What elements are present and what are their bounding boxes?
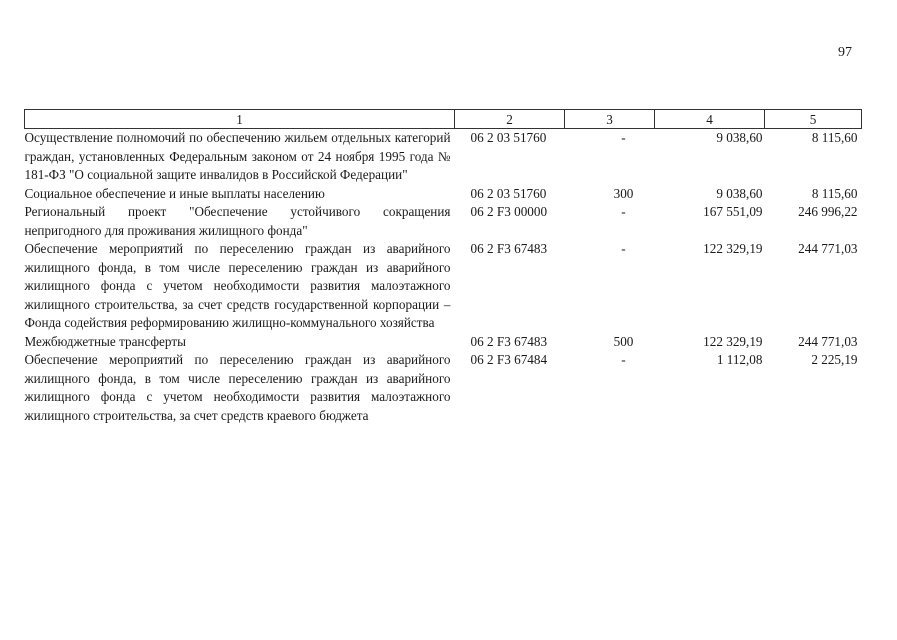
- page-number: 97: [838, 45, 852, 60]
- table-row: [25, 203, 862, 240]
- row-name: Осуществление полномочий по обеспечению жильем отдельных категорий граждан, установленных Федеральным законом от 24 ноября 1995 года № 181-ФЗ "О социальной защите инвалидов в Российской Федерации": [24, 130, 451, 182]
- row-name: Региональный проект "Обеспечение устойчивого сокращения непригодного для проживания жилищного фонда": [24, 204, 451, 238]
- row-type: -: [621, 130, 626, 145]
- column-header-4: 4: [655, 110, 765, 129]
- row-type: 300: [613, 185, 634, 201]
- column-header-2: 2: [455, 110, 565, 129]
- row-type: -: [621, 352, 626, 367]
- row-value-5: 2 225,19: [811, 352, 858, 367]
- row-name: Социальное обеспечение и иные выплаты населению: [24, 185, 325, 201]
- row-value-4: 167 551,09: [703, 204, 763, 219]
- row-name: Обеспечение мероприятий по переселению граждан из аварийного жилищного фонда, в том числе переселению граждан из аварийного жилищного фонда с учетом необходимости развития малоэтажного жилищного строительства, за счет средств государственной корпорации – Фонда содействия реформированию жилищно-коммунального хозяйства: [24, 241, 451, 330]
- row-value-5: 246 996,22: [798, 204, 858, 219]
- row-value-5: 244 771,03: [798, 333, 858, 349]
- row-code: 06 2 F3 67484: [470, 352, 548, 367]
- row-name: Межбюджетные трансферты: [24, 333, 186, 349]
- row-type: -: [621, 241, 626, 256]
- row-value-4: 122 329,19: [703, 241, 763, 256]
- table-row: [25, 333, 862, 352]
- row-value-4: 1 112,08: [716, 352, 763, 367]
- table-header: [25, 110, 862, 129]
- row-value-5: 8 115,60: [811, 185, 858, 201]
- table-row: [25, 240, 862, 333]
- row-value-4: 122 329,19: [703, 333, 763, 349]
- column-header-5: 5: [765, 110, 862, 129]
- column-header-1: 1: [25, 110, 455, 129]
- row-name: Обеспечение мероприятий по переселению граждан из аварийного жилищного фонда, в том числе переселению граждан из аварийного жилищного фонда с учетом необходимости развития малоэтажного жилищного строительства, за счет средств краевого бюджета: [24, 352, 451, 423]
- row-type: 500: [613, 333, 634, 349]
- table-row: [25, 185, 862, 204]
- row-code: 06 2 03 51760: [470, 130, 547, 145]
- table-body: [25, 129, 862, 426]
- row-value-4: 9 038,60: [716, 185, 763, 201]
- budget-table: [24, 109, 862, 425]
- row-value-5: 8 115,60: [811, 130, 858, 145]
- row-value-5: 244 771,03: [798, 241, 858, 256]
- row-type: -: [621, 204, 626, 219]
- row-code: 06 2 F3 67483: [470, 241, 548, 256]
- column-header-3: 3: [565, 110, 655, 129]
- row-value-4: 9 038,60: [716, 130, 763, 145]
- row-code: 06 2 F3 67483: [470, 333, 548, 349]
- table-row: [25, 129, 862, 185]
- row-code: 06 2 03 51760: [470, 185, 547, 201]
- header-row: [25, 110, 862, 129]
- table-row: [25, 351, 862, 425]
- row-code: 06 2 F3 00000: [470, 204, 548, 219]
